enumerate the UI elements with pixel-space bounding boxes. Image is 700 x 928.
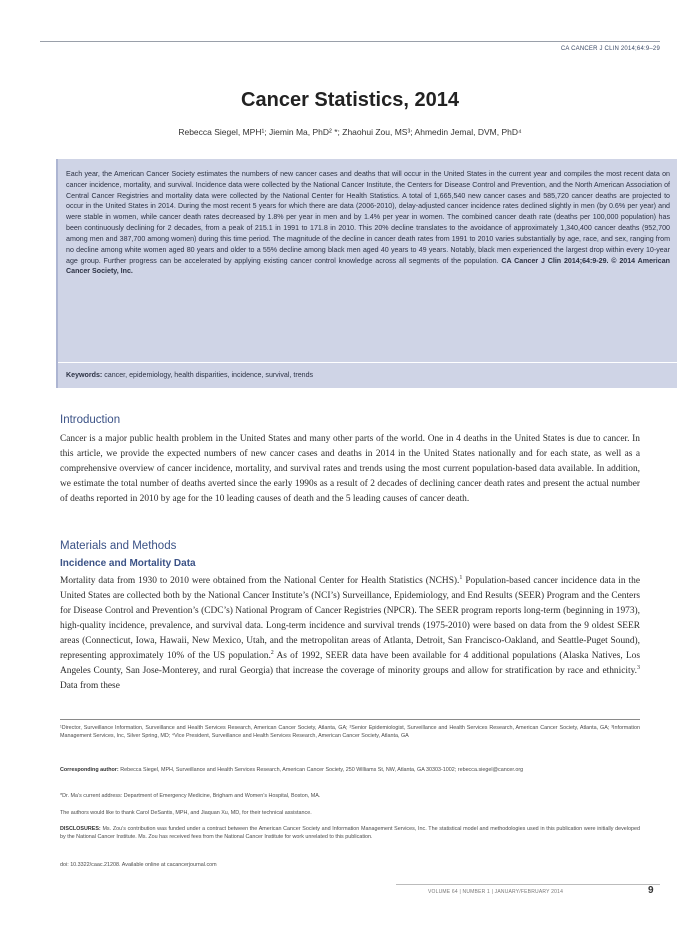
corresponding-author-footnote [60, 767, 640, 775]
reference-marker[interactable]: 2 [270, 649, 274, 656]
introduction-heading: Introduction [60, 414, 121, 426]
doi-line[interactable]: doi: 10.3322/caac.21208. Available online at cacancerjournal.com [60, 862, 217, 868]
abstract-box [56, 159, 677, 388]
reference-marker[interactable]: 1 [459, 574, 463, 581]
methods-text-part-2: Population-based cancer incidence data in the United States are collected both by the National Cancer Institute’s (NCI’s) Surveillance, Epidemiology, and End Results (SEER) Program and the Centers for Disease Control and Prevention’s (CDC’s) National Program of Cancer Registries (NPCR). The SEER program reports long-term (beginning in 1973), high-quality incidence, prevalence, and survival data. Long-term incidence and survival trends (1975-2010) were based on data from the 9 oldest SEER areas (Connecticut, Iowa, Hawaii, New Mexico, Utah, and the metropolitan areas of Atlanta, Detroit, San Francisco-Oakland, and Seattle-Puget Sound), representing approximately 10% of the US population. [60, 576, 641, 661]
page-number: 9 [648, 885, 654, 896]
introduction-text: Cancer is a major public health problem in the United States and many other parts of the world. One in 4 deaths in the United States is due to cancer. In this article, we provide the expected numbers of new cancer cases and deaths in 2014 in the United States nationally and for each state, as well as a comprehensive overview of cancer incidence, mortality, and survival rates and trends using the most current population-based data available. In addition, we estimate the total number of deaths averted since the early 1990s as a result of 2 decades of declining cancer death rates and present the actual number of deaths reported in 2010 by age for the 10 leading causes of death and the 5 leading causes of cancer death. [60, 434, 640, 504]
current-address-footnote: *Dr. Ma’s current address: Department of Emergency Medicine, Brigham and Women’s Hospital, Boston, MA. [60, 793, 321, 799]
abstract-citation: CA Cancer J Clin 2014;64:9-29. © 2014 American Cancer Society, Inc. [66, 256, 670, 276]
running-head: CA CANCER J CLIN 2014;64:9–29 [560, 46, 660, 52]
corresponding-author-text: Rebecca Siegel, MPH, Surveillance and Health Services Research, American Cancer Society, 250 Williams St, NW, Atlanta, GA 30303-1002; rebecca.siegel@cancer.org [120, 767, 524, 773]
abstract-body: Each year, the American Cancer Society estimates the numbers of new cancer cases and deaths that will occur in the United States in the current year and compiles the most recent data on cancer incidence, mortality, and survival. Incidence data were collected by the National Cancer Institute, the Centers for Disease Control and Prevention, and the North American Association of Central Cancer Registries and mortality data were collected by the National Center for Health Statistics. A total of 1,665,540 new cancer cases and 585,720 cancer deaths are projected to occur in the United States in 2014. During the most recent 5 years for which there are data (2006-2010), delay-adjusted cancer incidence rates declined slightly in men (by 0.6% per year) and were stable in women, while cancer death rates decreased by 1.8% per year in men and by 1.4% per year in women. The combined cancer death rate (deaths per 100,000 population) has been continuously declining for 2 decades, from a peak of 215.1 in 1991 to 171.8 in 2010. This 20% decline translates to the avoidance of approximately 1,340,400 cancer deaths (952,700 among men and 387,700 among women) during this time period. The magnitude of the decline in cancer death rates from 1991 to 2010 varies substantially by age, race, and sex, ranging from no decline among white women aged 80 years and older to a 55% decline among black men aged 40 years to 49 years. Notably, black men experienced the largest drop within every 10-year age group. Further progress can be accelerated by applying existing cancer control knowledge across all segments of the population. [66, 170, 670, 265]
corresponding-author-label: Corresponding author: [60, 767, 119, 773]
author-list: Rebecca Siegel, MPH¹; Jiemin Ma, PhD² *; Zhaohui Zou, MS³; Ahmedin Jemal, DVM, PhD⁴ [178, 127, 522, 137]
methods-text-part-3: As of 1992, SEER data have been available for 4 additional populations (Alaska Natives, Los Angeles County, San Jose-Monterey, and rural Georgia) that increase the coverage of minority groups and allow for stratification by race and ethnicity. [60, 651, 641, 676]
disclosures-footnote [60, 826, 640, 842]
keywords-list: cancer, epidemiology, health disparities, incidence, survival, trends [104, 371, 314, 379]
keywords-divider [58, 362, 677, 363]
disclosures-text: Ms. Zou’s contribution was funded under a contract between the American Cancer Society and Information Management Services, Inc. The statistical model and methodologies used in this publication were initially developed by the National Cancer Institute. Ms. Zou has received fees from the National Cancer Institute for work unrelated to this publication. [60, 826, 640, 840]
methods-text [60, 574, 640, 694]
acknowledgment-footnote: The authors would like to thank Carol DeSantis, MPH, and Jiaquan Xu, MD, for their technical assistance. [60, 810, 312, 816]
disclosures-label: DISCLOSURES: [60, 826, 101, 832]
article-title: Cancer Statistics, 2014 [241, 89, 459, 111]
footer-issue-info: VOLUME 64 | NUMBER 1 | JANUARY/FEBRUARY 2014 [428, 889, 564, 895]
methods-text-part-1: Mortality data from 1930 to 2010 were obtained from the National Center for Health Statistics (NCHS). [60, 576, 460, 586]
methods-subheading: Incidence and Mortality Data [60, 558, 196, 569]
methods-heading: Materials and Methods [60, 540, 177, 552]
reference-marker[interactable]: 3 [637, 664, 640, 671]
affiliations-footnote: ¹Director, Surveillance Information, Surveillance and Health Services Research, American Cancer Society, Atlanta, GA; ²Senior Epidemiologist, Surveillance and Health Services Research, American Cancer Society, Atlanta, GA; ³Information Management Services, Inc, Silver Spring, MD; ⁴Vice President, Surveillance and Health Services Research, American Cancer Society, Atlanta, GA [60, 725, 640, 739]
footer-rule [396, 884, 660, 885]
keywords-label: Keywords: [66, 371, 103, 379]
abstract-text [66, 169, 670, 277]
top-rule [40, 41, 660, 42]
methods-text-part-4: Data from these [60, 681, 120, 691]
footnote-divider [60, 719, 640, 720]
keywords-line [66, 371, 313, 379]
